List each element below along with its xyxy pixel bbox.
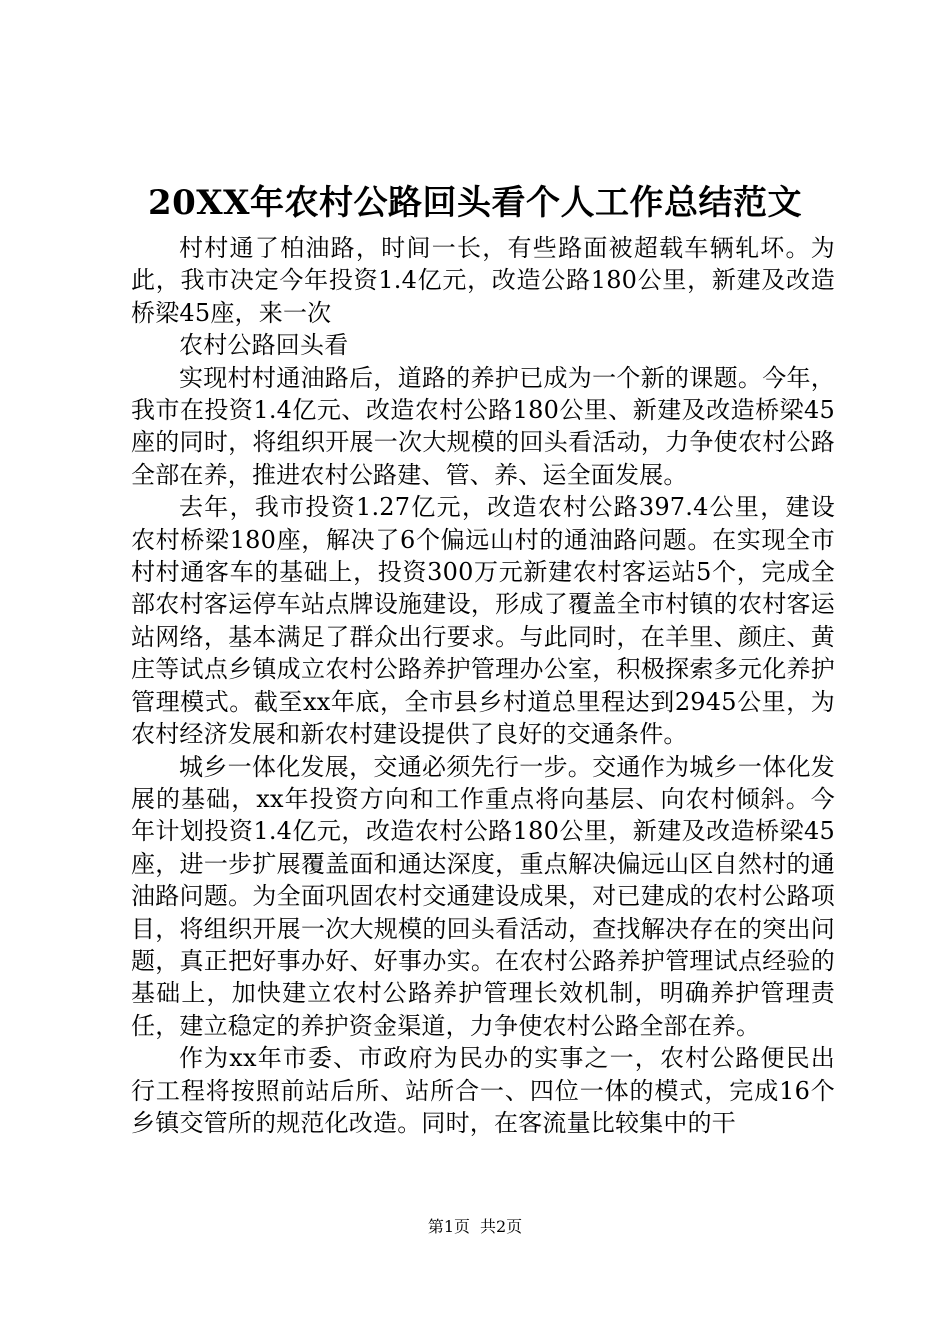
- document-body: [131, 232, 835, 1139]
- paragraph: 农村公路回头看: [179, 331, 349, 360]
- page-total: 共2页: [480, 1217, 523, 1236]
- paragraph: 村村通了柏油路，时间一长，有些路面被超载车辆轧坏。为此，我市决定今年投资1.4亿元，改造公路180公里，新建及改造桥梁45座，来一次: [131, 234, 835, 327]
- paragraph: 作为xx年市委、市政府为民办的实事之一，农村公路便民出行工程将按照前站后所、站所合一、四位一体的模式，完成16个乡镇交管所的规范化改造。同时，在客流量比较集中的干: [131, 1044, 835, 1137]
- document-title: 20XX年农村公路回头看个人工作总结范文: [147, 183, 803, 223]
- paragraph: 城乡一体化发展，交通必须先行一步。交通作为城乡一体化发展的基础，xx年投资方向和工作重点将向基层、向农村倾斜。今年计划投资1.4亿元，改造农村公路180公里，新建及改造桥梁45座，进一步扩展覆盖面和通达深度，重点解决偏远山区自然村的通油路问题。为全面巩固农村交通建设成果，对已建成的农村公路项目，将组织开展一次大规模的回头看活动，查找解决存在的突出问题，真正把好事办好、好事办实。在农村公路养护管理试点经验的基础上，加快建立农村公路养护管理长效机制，明确养护管理责任，建立稳定的养护资金渠道，力争使农村公路全部在养。: [131, 752, 835, 1040]
- page-footer: [0, 1217, 950, 1237]
- page-number: 第1页: [427, 1217, 470, 1236]
- paragraph: 实现村村通油路后，道路的养护已成为一个新的课题。今年，我市在投资1.4亿元、改造农村公路180公里、新建及改造桥梁45座的同时，将组织开展一次大规模的回头看活动，力争使农村公路全部在养，推进农村公路建、管、养、运全面发展。: [131, 363, 835, 489]
- paragraph: 去年，我市投资1.27亿元，改造农村公路397.4公里，建设农村桥梁180座，解决了6个偏远山村的通油路问题。在实现全市村村通客车的基础上，投资300万元新建农村客运站5个，完成全部农村客运停车站点牌设施建设，形成了覆盖全市村镇的农村客运站网络，基本满足了群众出行要求。与此同时，在羊里、颜庄、黄庄等试点乡镇成立农村公路养护管理办公室，积极探索多元化养护管理模式。截至xx年底，全市县乡村道总里程达到2945公里，为农村经济发展和新农村建设提供了良好的交通条件。: [131, 493, 835, 749]
